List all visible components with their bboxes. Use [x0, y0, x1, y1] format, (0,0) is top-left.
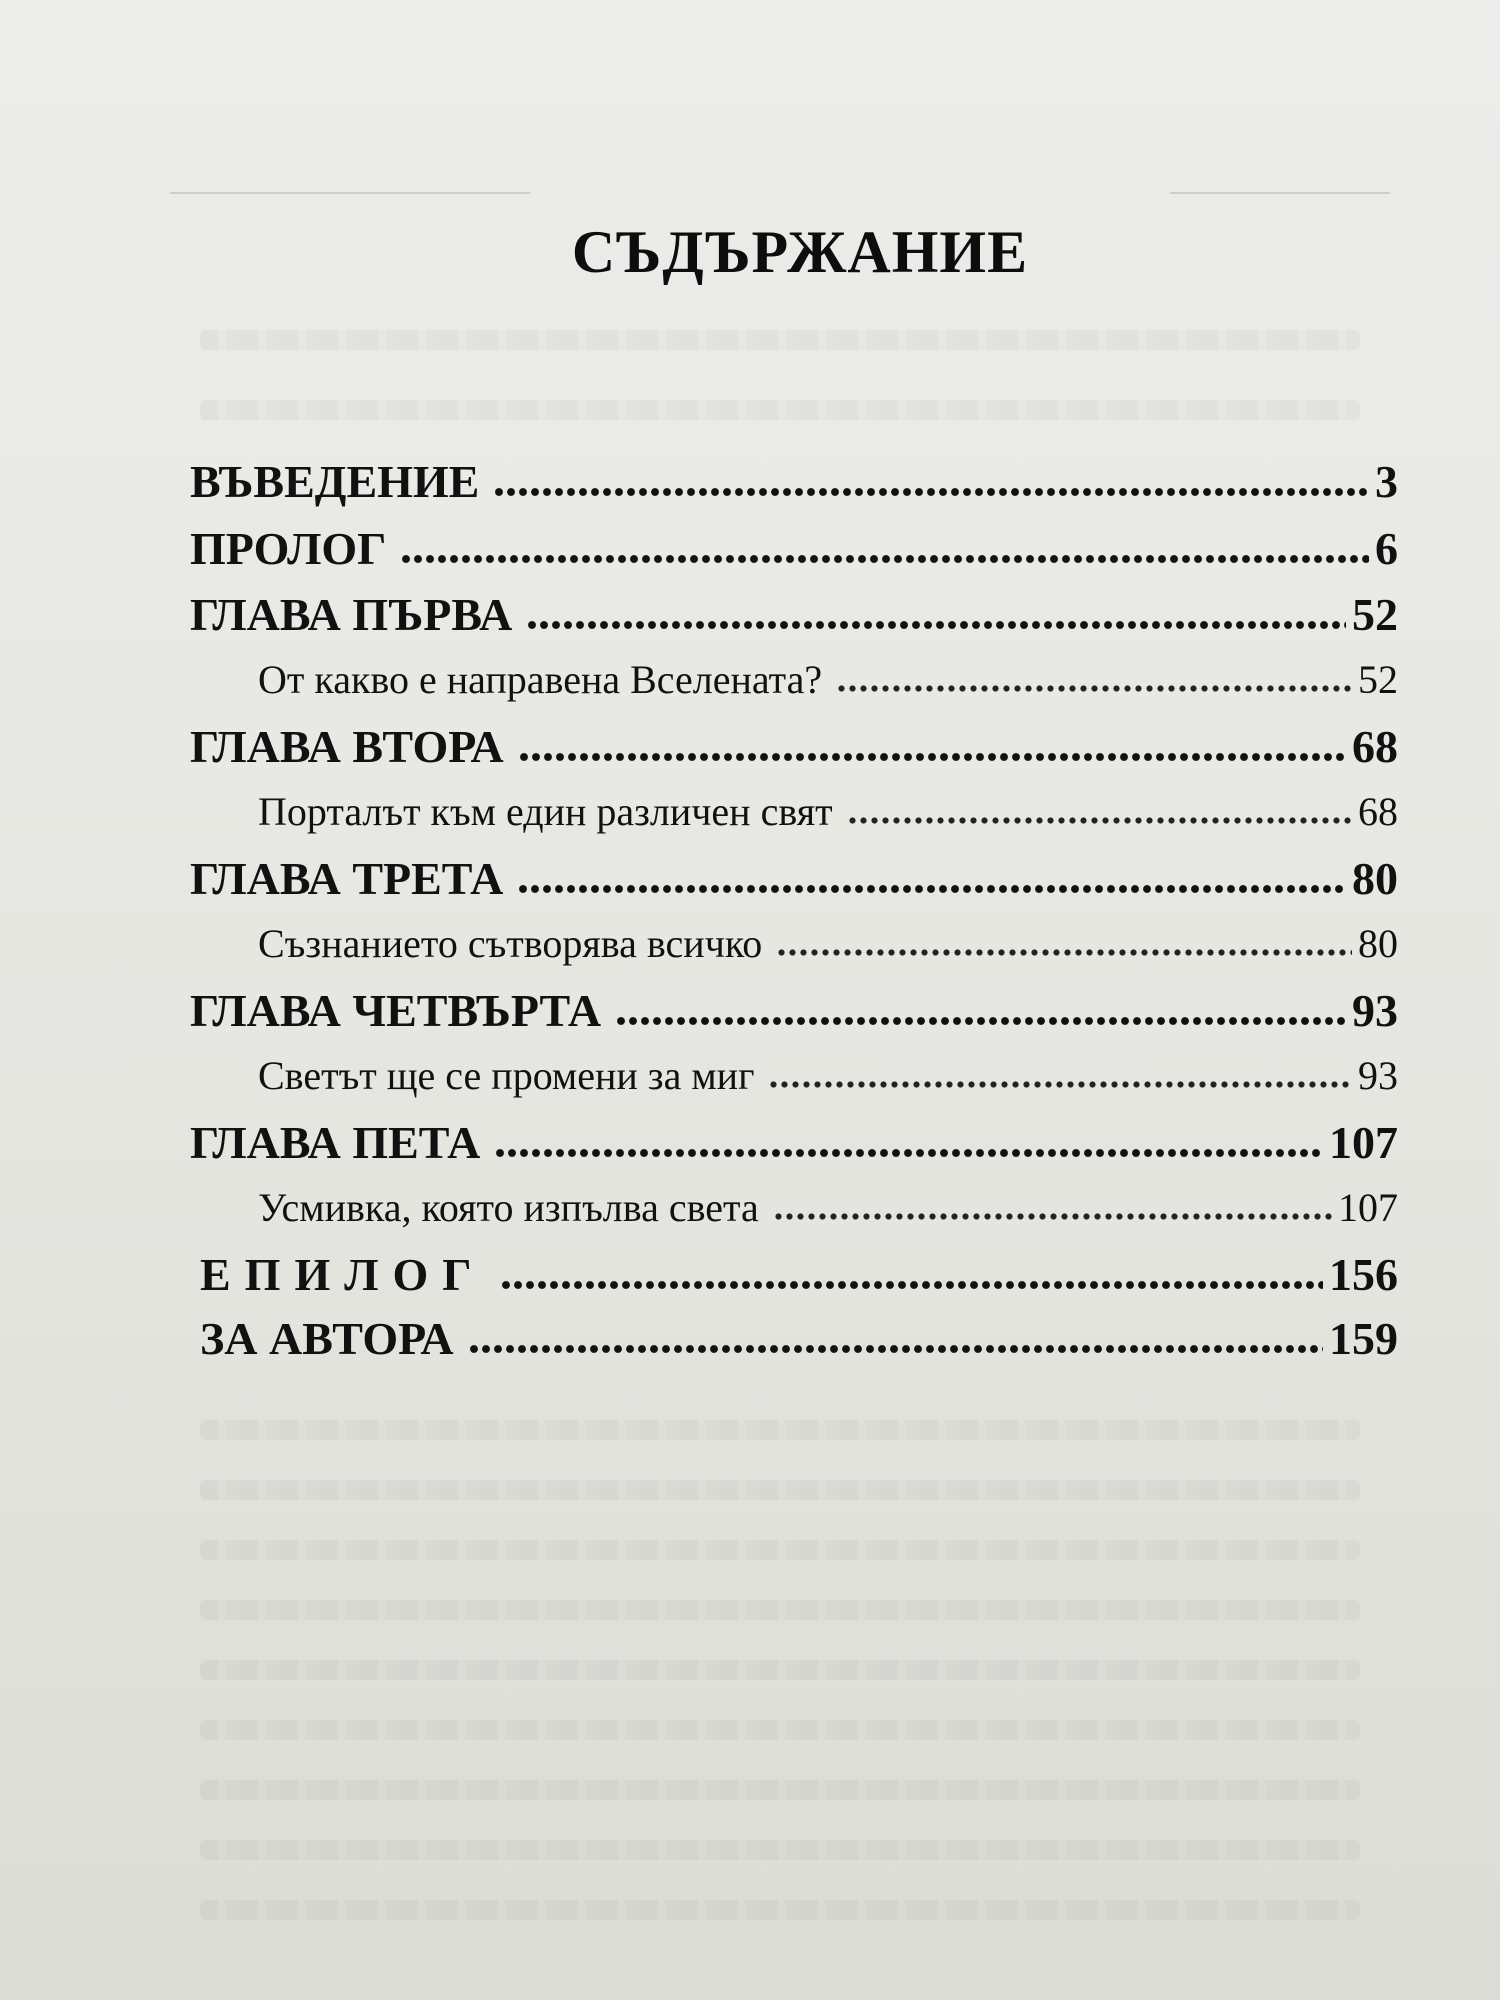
header-rule-left	[170, 192, 530, 194]
toc-entry-section-5[interactable]	[258, 1184, 1398, 1231]
bleed-through-line	[200, 1720, 1360, 1740]
toc-entry-chapter-one[interactable]	[190, 588, 1398, 641]
toc-entry-section-2[interactable]	[258, 788, 1398, 835]
toc-entry-label: ПРОЛОГ	[190, 523, 387, 574]
bleed-through-line	[200, 1600, 1360, 1620]
dot-leader	[494, 1148, 1323, 1158]
toc-page-number: 93	[1358, 1053, 1398, 1098]
toc-entry-prologue[interactable]	[190, 522, 1398, 575]
toc-entry-label: От какво е направена Вселената?	[258, 657, 823, 702]
toc-entry-section-4[interactable]	[258, 1052, 1398, 1099]
dot-leader	[500, 1280, 1323, 1290]
toc-entry-label: ЗА АВТОРА	[200, 1313, 454, 1364]
toc-entry-label: ГЛАВА ВТОРА	[190, 721, 504, 772]
toc-entry-label: Усмивка, която изпълва света	[258, 1185, 759, 1230]
toc-page-number: 6	[1375, 523, 1398, 574]
toc-entry-about-author[interactable]	[200, 1312, 1398, 1365]
toc-entry-label: ГЛАВА ЧЕТВЪРТА	[190, 985, 602, 1036]
dot-leader	[768, 1080, 1352, 1090]
toc-page-number: 159	[1329, 1313, 1398, 1364]
dot-leader	[615, 1016, 1346, 1026]
toc-page-number: 68	[1358, 789, 1398, 834]
dot-leader	[468, 1344, 1323, 1354]
dot-leader	[526, 620, 1346, 630]
contents-heading: СЪДЪРЖАНИЕ	[571, 219, 1029, 285]
toc-entry-introduction[interactable]	[190, 455, 1398, 508]
bleed-through-line	[200, 1660, 1360, 1680]
bleed-through-line	[200, 400, 1360, 420]
toc-entry-label: ВЪВЕДЕНИЕ	[190, 456, 480, 507]
toc-entry-label: Порталът към един различен свят	[258, 789, 833, 834]
dot-leader	[847, 816, 1352, 826]
toc-page-number: 93	[1352, 985, 1398, 1036]
bleed-through-line	[200, 1540, 1360, 1560]
bleed-through-line	[200, 1420, 1360, 1440]
toc-entry-label: ГЛАВА ТРЕТА	[190, 853, 504, 904]
toc-page-number: 107	[1338, 1185, 1398, 1230]
dot-leader	[773, 1212, 1332, 1222]
bleed-through-line	[200, 1840, 1360, 1860]
bleed-through-line	[200, 1780, 1360, 1800]
toc-entry-label: ЕПИЛОГ	[200, 1249, 486, 1300]
toc-entry-section-1[interactable]	[258, 656, 1398, 703]
dot-leader	[493, 487, 1369, 497]
toc-page-number: 52	[1358, 657, 1398, 702]
bleed-through-line	[200, 1480, 1360, 1500]
bleed-through-line	[200, 1900, 1360, 1920]
dot-leader	[836, 684, 1352, 694]
dot-leader	[518, 752, 1346, 762]
toc-entry-chapter-two[interactable]	[190, 720, 1398, 773]
toc-page-number: 68	[1352, 721, 1398, 772]
toc-entry-label: ГЛАВА ПЪРВА	[190, 589, 513, 640]
toc-entry-label: ГЛАВА ПЕТА	[190, 1117, 481, 1168]
dot-leader	[517, 884, 1346, 894]
toc-entry-epilogue[interactable]	[200, 1248, 1398, 1301]
bleed-through-line	[200, 330, 1360, 350]
toc-entry-label: Съзнанието сътворява всичко	[258, 921, 763, 966]
toc-page-number: 80	[1358, 921, 1398, 966]
toc-page-number: 52	[1352, 589, 1398, 640]
toc-entry-chapter-three[interactable]	[190, 852, 1398, 905]
toc-page-number: 156	[1329, 1249, 1398, 1300]
dot-leader	[776, 948, 1352, 958]
header-rule-right	[1170, 192, 1390, 194]
toc-page-number: 107	[1329, 1117, 1398, 1168]
toc-page-number: 3	[1375, 456, 1398, 507]
toc-entry-chapter-five[interactable]	[190, 1116, 1398, 1169]
toc-entry-chapter-four[interactable]	[190, 984, 1398, 1037]
toc-page-number: 80	[1352, 853, 1398, 904]
toc-entry-label: Светът ще се промени за миг	[258, 1053, 755, 1098]
dot-leader	[400, 554, 1369, 564]
toc-entry-section-3[interactable]	[258, 920, 1398, 967]
